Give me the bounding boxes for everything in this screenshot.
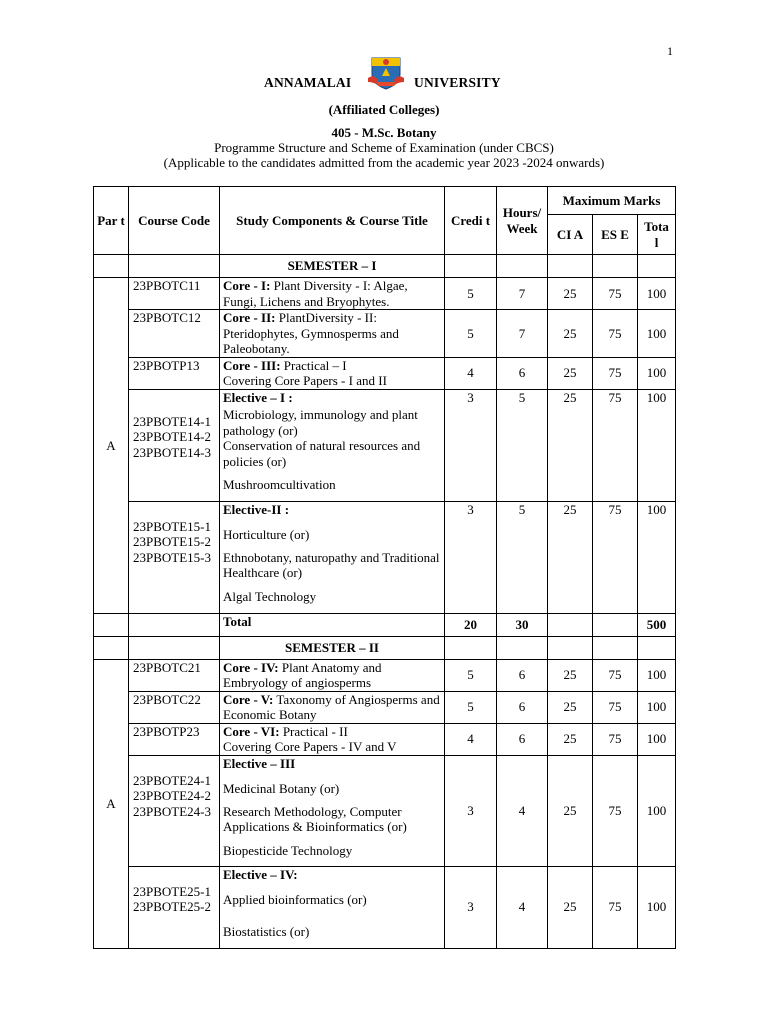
table-row xyxy=(94,866,676,948)
page-number: 1 xyxy=(667,44,673,58)
course-title: Core - V: Taxonomy of Angiosperms and Economic Botany xyxy=(220,691,445,723)
table-row xyxy=(94,389,676,501)
header-total: Tota l xyxy=(638,215,676,255)
scheme-table xyxy=(93,186,676,949)
elective-title: Elective – I : Microbiology, immunology and plant pathology (or) Conservation of natural resources and policies (or) Mushroomcultivation xyxy=(220,389,445,501)
ese: 75 xyxy=(593,691,638,723)
semester-row xyxy=(94,255,676,278)
table-row xyxy=(94,310,676,358)
university-emblem-icon xyxy=(368,52,404,90)
credit: 4 xyxy=(445,723,497,755)
course-code: 23PBOTP13 xyxy=(129,357,220,389)
header-ese: ES E xyxy=(593,215,638,255)
total-row xyxy=(94,613,676,636)
total: 100 xyxy=(638,278,676,310)
header-part: Par t xyxy=(94,187,129,255)
total: 100 xyxy=(638,357,676,389)
ese: 75 xyxy=(593,357,638,389)
course-title: Core - III: Practical – I Covering Core Papers - I and II xyxy=(220,357,445,389)
course-code-group: 23PBOTE25-1 23PBOTE25-2 xyxy=(129,866,220,948)
university-name-left: ANNAMALAI xyxy=(264,75,352,90)
ese: 75 xyxy=(593,755,638,866)
course-code: 23PBOTP23 xyxy=(129,723,220,755)
credit: 3 xyxy=(445,866,497,948)
credit: 3 xyxy=(445,755,497,866)
semester-2-label: SEMESTER – II xyxy=(220,636,445,659)
total: 100 xyxy=(638,501,676,613)
ese: 75 xyxy=(593,310,638,358)
header-cia: CI A xyxy=(548,215,593,255)
credit: 3 xyxy=(445,501,497,613)
course-code-group: 23PBOTE24-1 23PBOTE24-2 23PBOTE24-3 xyxy=(129,755,220,866)
hours: 5 xyxy=(497,389,548,501)
total-credit: 20 xyxy=(445,613,497,636)
ese: 75 xyxy=(593,278,638,310)
course-title: Core - II: PlantDiversity - II: Pteridophytes, Gymnosperms and Paleobotany. xyxy=(220,310,445,358)
total-hours: 30 xyxy=(497,613,548,636)
cia: 25 xyxy=(548,755,593,866)
total: 100 xyxy=(638,659,676,691)
table-row xyxy=(94,755,676,866)
cia: 25 xyxy=(548,866,593,948)
total-label: Total xyxy=(220,613,445,636)
table-row xyxy=(94,723,676,755)
cia: 25 xyxy=(548,723,593,755)
elective-title: Elective – III Medicinal Botany (or) Research Methodology, Computer Applications & Bioinformatics (or) Biopesticide Technology xyxy=(220,755,445,866)
ese: 75 xyxy=(593,866,638,948)
cia: 25 xyxy=(548,501,593,613)
total: 100 xyxy=(638,755,676,866)
hours: 7 xyxy=(497,278,548,310)
university-name-right: UNIVERSITY xyxy=(414,75,501,90)
course-code: 23PBOTC21 xyxy=(129,659,220,691)
credit: 5 xyxy=(445,691,497,723)
table-row xyxy=(94,357,676,389)
ese: 75 xyxy=(593,723,638,755)
course-code-group: 23PBOTE15-1 23PBOTE15-2 23PBOTE15-3 xyxy=(129,501,220,613)
programme-structure: Programme Structure and Scheme of Examination (under CBCS) xyxy=(214,140,554,155)
elective-title: Elective – IV: Applied bioinformatics (or) Biostatistics (or) xyxy=(220,866,445,948)
ese: 75 xyxy=(593,501,638,613)
header-hours: Hours/ Week xyxy=(497,187,548,255)
total: 100 xyxy=(638,310,676,358)
ese: 75 xyxy=(593,659,638,691)
total-marks: 500 xyxy=(638,613,676,636)
credit: 4 xyxy=(445,357,497,389)
course-title: Core - I: Plant Diversity - I: Algae, Fungi, Lichens and Bryophytes. xyxy=(220,278,445,310)
ese: 75 xyxy=(593,389,638,501)
hours: 4 xyxy=(497,755,548,866)
hours: 7 xyxy=(497,310,548,358)
hours: 6 xyxy=(497,723,548,755)
cia: 25 xyxy=(548,310,593,358)
elective-title: Elective-II : Horticulture (or) Ethnobotany, naturopathy and Traditional Healthcare (or) Algal Technology xyxy=(220,501,445,613)
total: 100 xyxy=(638,691,676,723)
header-course-code: Course Code xyxy=(129,187,220,255)
course-code: 23PBOTC22 xyxy=(129,691,220,723)
semester-row xyxy=(94,636,676,659)
hours: 5 xyxy=(497,501,548,613)
applicable-note: (Applicable to the candidates admitted from the academic year 2023 -2024 onwards) xyxy=(163,155,605,170)
credit: 5 xyxy=(445,659,497,691)
cia: 25 xyxy=(548,357,593,389)
cia: 25 xyxy=(548,659,593,691)
total: 100 xyxy=(638,723,676,755)
table-row xyxy=(94,659,676,691)
cia: 25 xyxy=(548,278,593,310)
hours: 4 xyxy=(497,866,548,948)
header-max-marks: Maximum Marks xyxy=(548,187,676,215)
table-row xyxy=(94,501,676,613)
credit: 3 xyxy=(445,389,497,501)
table-row xyxy=(94,691,676,723)
header-study-components: Study Components & Course Title xyxy=(220,187,445,255)
semester-1-label: SEMESTER – I xyxy=(220,255,445,278)
hours: 6 xyxy=(497,659,548,691)
total: 100 xyxy=(638,389,676,501)
cia: 25 xyxy=(548,389,593,501)
cia: 25 xyxy=(548,691,593,723)
course-code-group: 23PBOTE14-1 23PBOTE14-2 23PBOTE14-3 xyxy=(129,389,220,501)
header-credit: Credi t xyxy=(445,187,497,255)
affiliated-colleges: (Affiliated Colleges) xyxy=(328,102,440,117)
course-code: 23PBOTC12 xyxy=(129,310,220,358)
credit: 5 xyxy=(445,278,497,310)
part-a: A xyxy=(94,278,129,614)
programme-title: 405 - M.Sc. Botany xyxy=(331,125,437,140)
course-title: Core - VI: Practical - II Covering Core Papers - IV and V xyxy=(220,723,445,755)
hours: 6 xyxy=(497,691,548,723)
hours: 6 xyxy=(497,357,548,389)
total: 100 xyxy=(638,866,676,948)
part-a: A xyxy=(94,659,129,948)
course-code: 23PBOTC11 xyxy=(129,278,220,310)
table-row xyxy=(94,278,676,310)
credit: 5 xyxy=(445,310,497,358)
course-title: Core - IV: Plant Anatomy and Embryology of angiosperms xyxy=(220,659,445,691)
